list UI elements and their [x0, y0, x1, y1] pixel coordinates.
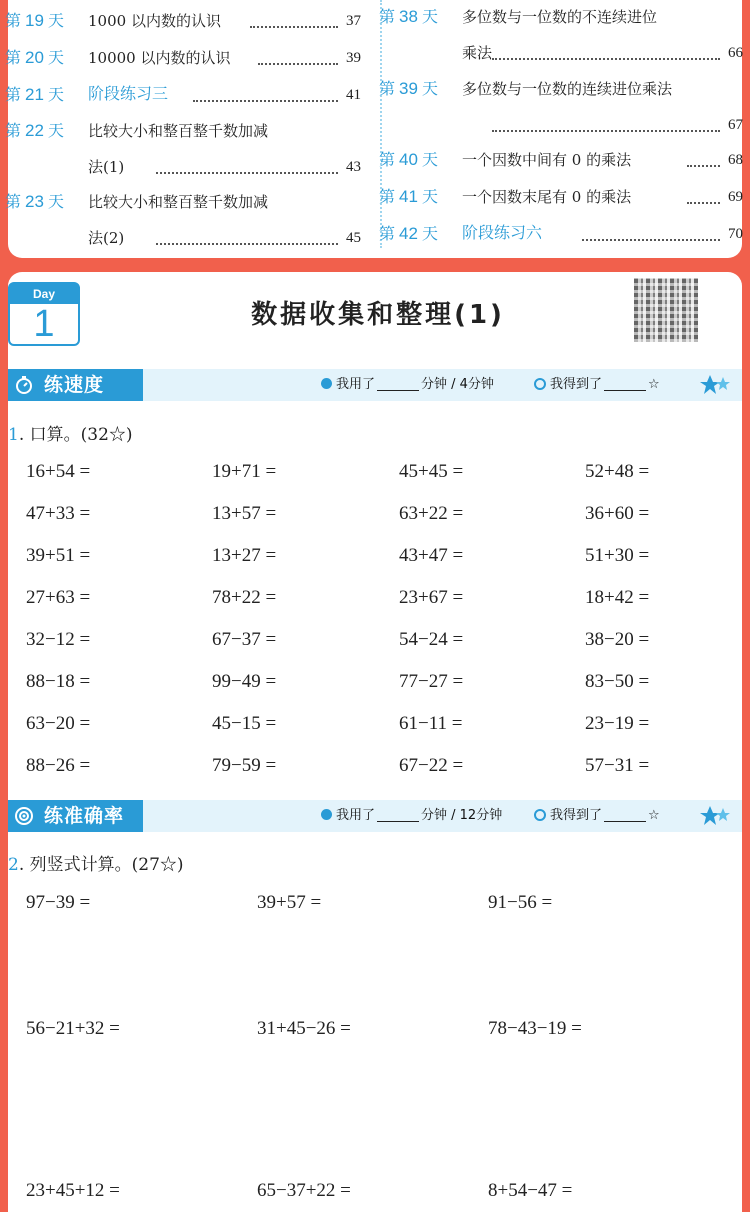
section-accuracy-title: 练准确率	[44, 805, 125, 827]
vertical-calc-problem: 31+45−26 =	[257, 1018, 351, 1039]
arithmetic-problem: 27+63 =	[26, 587, 91, 608]
toc-day-number: 39	[399, 79, 418, 98]
toc-day-suffix: 天	[421, 189, 438, 206]
toc-day-prefix: 第	[5, 50, 22, 67]
toc-item[interactable]	[5, 78, 370, 112]
table-of-contents	[5, 0, 743, 258]
toc-item[interactable]	[379, 72, 742, 106]
time-blank[interactable]	[377, 378, 419, 391]
arithmetic-problem: 57−31 =	[585, 755, 650, 776]
toc-page-number: 67	[728, 117, 743, 133]
time-used-speed: 我用了 分钟 / 4分钟	[321, 369, 494, 401]
toc-item-cont	[382, 36, 742, 70]
toc-title: 多位数与一位数的不连续进位	[462, 8, 658, 26]
toc-day-prefix: 第	[379, 81, 396, 98]
toc-day-prefix: 第	[5, 194, 22, 211]
arithmetic-problem: 23−19 =	[585, 713, 650, 734]
vertical-calc-problem: 56−21+32 =	[26, 1018, 120, 1039]
clock-icon	[321, 809, 332, 820]
toc-leader-dots	[156, 243, 338, 245]
toc-day-label	[379, 143, 438, 178]
target-icon	[14, 806, 34, 826]
arithmetic-problem: 13+27 =	[212, 545, 277, 566]
toc-page-number: 68	[728, 152, 743, 168]
toc-title: 1000 以内数的认识	[88, 12, 221, 30]
toc-day-suffix: 天	[421, 9, 438, 26]
toc-title: 一个因数末尾有 0 的乘法	[462, 188, 632, 206]
vertical-calc-problem: 97−39 =	[26, 892, 91, 913]
toc-page-number: 41	[346, 87, 361, 103]
toc-item[interactable]	[5, 114, 370, 148]
toc-day-label	[5, 4, 64, 39]
toc-title-cont: 法(1)	[88, 158, 125, 176]
toc-day-number: 19	[25, 11, 44, 30]
toc-day-number: 42	[399, 224, 418, 243]
section-speed-bar	[8, 369, 742, 401]
arithmetic-problem: 36+60 =	[585, 503, 650, 524]
toc-day-prefix: 第	[379, 189, 396, 206]
toc-leader-dots	[687, 202, 720, 204]
arithmetic-problem: 67−22 =	[399, 755, 464, 776]
score-blank[interactable]	[604, 378, 646, 391]
toc-day-number: 40	[399, 150, 418, 169]
toc-page-number: 39	[346, 50, 361, 66]
toc-title-cont: 乘法	[462, 44, 493, 62]
toc-item-cont	[8, 150, 370, 184]
toc-leader-dots	[582, 239, 720, 241]
toc-day-prefix: 第	[379, 9, 396, 26]
arithmetic-problem: 83−50 =	[585, 671, 650, 692]
check-icon	[534, 809, 546, 821]
toc-title: 阶段练习三	[88, 86, 169, 103]
question-1: 1. 口算。(32☆)	[8, 425, 133, 445]
toc-day-label	[5, 114, 64, 149]
arithmetic-problem: 32−12 =	[26, 629, 91, 650]
toc-day-label	[5, 185, 64, 220]
vertical-calc-problem: 39+57 =	[257, 892, 322, 913]
vertical-calc-problem: 23+45+12 =	[26, 1180, 120, 1201]
stopwatch-icon	[14, 375, 34, 395]
toc-day-number: 23	[25, 192, 44, 211]
score-accuracy: 我得到了 ☆	[534, 800, 660, 832]
toc-leader-dots	[492, 130, 720, 132]
toc-day-prefix: 第	[379, 152, 396, 169]
toc-day-prefix: 第	[5, 13, 22, 30]
toc-day-suffix: 天	[421, 226, 438, 243]
arithmetic-problem: 61−11 =	[399, 713, 463, 734]
arithmetic-problem: 79−59 =	[212, 755, 277, 776]
toc-leader-dots	[156, 172, 338, 174]
score-blank[interactable]	[604, 809, 646, 822]
toc-leader-dots	[258, 63, 338, 65]
toc-day-suffix: 天	[421, 81, 438, 98]
vertical-calc-problem: 8+54−47 =	[488, 1180, 573, 1201]
toc-item[interactable]	[379, 217, 742, 251]
arithmetic-problem: 18+42 =	[585, 587, 650, 608]
toc-day-label	[5, 78, 64, 113]
arithmetic-problem: 13+57 =	[212, 503, 277, 524]
toc-day-label	[379, 217, 438, 252]
arithmetic-problem: 16+54 =	[26, 461, 91, 482]
toc-day-label	[5, 41, 64, 76]
toc-title-cont: 法(2)	[88, 229, 125, 247]
toc-page-number: 45	[346, 230, 361, 246]
toc-page-number: 66	[728, 45, 743, 61]
vertical-calc-problem: 78−43−19 =	[488, 1018, 582, 1039]
toc-day-suffix: 天	[47, 13, 64, 30]
arithmetic-problem: 39+51 =	[26, 545, 91, 566]
arithmetic-problem: 19+71 =	[212, 461, 277, 482]
toc-day-label	[379, 0, 438, 35]
toc-day-suffix: 天	[47, 194, 64, 211]
toc-page-number: 70	[728, 226, 743, 242]
arithmetic-problem: 52+48 =	[585, 461, 650, 482]
vertical-calc-problem: 65−37+22 =	[257, 1180, 351, 1201]
arithmetic-problem: 88−26 =	[26, 755, 91, 776]
section-speed-title: 练速度	[44, 374, 105, 396]
vertical-calc-problem: 91−56 =	[488, 892, 553, 913]
arithmetic-problem: 63−20 =	[26, 713, 91, 734]
stars-icon	[698, 373, 732, 397]
toc-page-number: 43	[346, 159, 361, 175]
toc-item[interactable]	[379, 0, 742, 34]
toc-day-number: 20	[25, 48, 44, 67]
toc-item-cont	[382, 108, 742, 142]
day-badge	[8, 282, 80, 346]
toc-day-suffix: 天	[421, 152, 438, 169]
toc-day-suffix: 天	[47, 50, 64, 67]
toc-page-number: 69	[728, 189, 743, 205]
toc-day-prefix: 第	[5, 123, 22, 140]
toc-item[interactable]	[379, 143, 742, 177]
arithmetic-problem: 45+45 =	[399, 461, 464, 482]
question-2: 2. 列竖式计算。(27☆)	[8, 855, 184, 875]
toc-item-cont	[8, 221, 370, 255]
arithmetic-problem: 63+22 =	[399, 503, 464, 524]
toc-day-label	[379, 180, 438, 215]
toc-day-number: 38	[399, 7, 418, 26]
arithmetic-problem: 54−24 =	[399, 629, 464, 650]
toc-day-label	[379, 72, 438, 107]
worksheet-page	[8, 272, 742, 1212]
check-icon	[534, 378, 546, 390]
clock-icon	[321, 378, 332, 389]
toc-day-number: 21	[25, 85, 44, 104]
qr-code-icon[interactable]	[634, 278, 698, 342]
arithmetic-problem: 51+30 =	[585, 545, 650, 566]
toc-item[interactable]	[5, 4, 370, 38]
toc-title: 阶段练习六	[462, 225, 543, 242]
day-number: 1	[33, 303, 55, 345]
time-blank[interactable]	[377, 809, 419, 822]
arithmetic-problem: 45−15 =	[212, 713, 277, 734]
arithmetic-problem: 78+22 =	[212, 587, 277, 608]
toc-page-number: 37	[346, 13, 361, 29]
day-label: Day	[10, 284, 78, 304]
toc-leader-dots	[687, 165, 720, 167]
arithmetic-problem: 38−20 =	[585, 629, 650, 650]
arithmetic-problem: 77−27 =	[399, 671, 464, 692]
arithmetic-problem: 67−37 =	[212, 629, 277, 650]
section-speed-label	[8, 369, 143, 401]
toc-item[interactable]	[5, 185, 370, 219]
toc-title: 比较大小和整百整千数加减	[88, 122, 269, 140]
toc-day-suffix: 天	[47, 123, 64, 140]
section-accuracy-bar	[8, 800, 742, 832]
arithmetic-problem: 43+47 =	[399, 545, 464, 566]
toc-title: 多位数与一位数的连续进位乘法	[462, 80, 673, 98]
page-title: 数据收集和整理(1)	[251, 300, 505, 330]
arithmetic-problem: 23+67 =	[399, 587, 464, 608]
toc-day-number: 22	[25, 121, 44, 140]
toc-title: 一个因数中间有 0 的乘法	[462, 151, 632, 169]
toc-leader-dots	[193, 100, 338, 102]
stars-icon	[698, 804, 732, 828]
toc-title: 10000 以内数的认识	[88, 49, 231, 67]
toc-leader-dots	[250, 26, 338, 28]
arithmetic-problem: 88−18 =	[26, 671, 91, 692]
time-used-accuracy: 我用了 分钟 / 12分钟	[321, 800, 502, 832]
score-speed: 我得到了 ☆	[534, 369, 660, 401]
arithmetic-problem: 99−49 =	[212, 671, 277, 692]
toc-item[interactable]	[5, 41, 370, 75]
toc-title: 比较大小和整百整千数加减	[88, 193, 269, 211]
toc-day-suffix: 天	[47, 87, 64, 104]
toc-leader-dots	[492, 58, 720, 60]
toc-day-number: 41	[399, 187, 418, 206]
toc-day-prefix: 第	[5, 87, 22, 104]
section-accuracy-label	[8, 800, 143, 832]
toc-item[interactable]	[379, 180, 742, 214]
toc-day-prefix: 第	[379, 226, 396, 243]
arithmetic-problem: 47+33 =	[26, 503, 91, 524]
